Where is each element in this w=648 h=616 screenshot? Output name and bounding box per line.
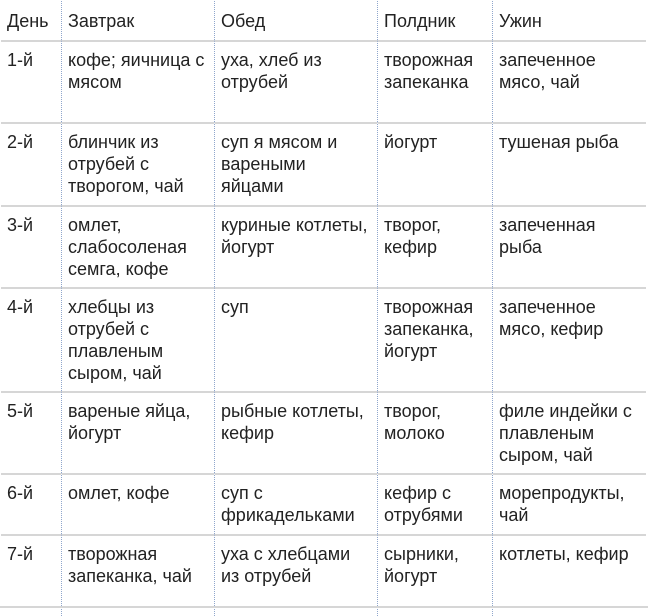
cell-day: 4-й [1,287,61,391]
cell-breakfast: омлет, слабосоленая семга, кофе [61,205,214,287]
cell-day: 2-й [1,122,61,205]
cell-dinner: морепродукты, чай [492,473,646,534]
cell-lunch: суп с фрикадельками [214,473,377,534]
table-row [1,205,646,287]
table-row [1,534,646,616]
cell-dinner: филе индейки с плавленым сыром, чай [492,391,646,473]
table-header [1,1,646,40]
cell-dinner: запеченная рыба [492,205,646,287]
cell-snack: йогурт [377,122,492,205]
cell-snack: творожная запеканка, йогурт [377,287,492,391]
cell-dinner: котлеты, кефир [492,534,646,616]
cell-dinner: тушеная рыба [492,122,646,205]
cell-day: 7-й [1,534,61,616]
cell-dinner: запеченное мясо, кефир [492,287,646,391]
cell-day: 5-й [1,391,61,473]
cell-lunch: рыбные котлеты, кефир [214,391,377,473]
header-day: День [7,11,49,31]
cell-day: 3-й [1,205,61,287]
header-snack: Полдник [377,1,492,40]
header-row [1,1,646,40]
cell-breakfast: кофе; яичница с мясом [61,40,214,122]
cell-dinner: запеченное мясо, чай [492,40,646,122]
header-breakfast: Завтрак [61,1,214,40]
cell-lunch: суп [214,287,377,391]
header-lunch: Обед [214,1,377,40]
table-row [1,473,646,534]
cell-breakfast: творожная запеканка, чай [61,534,214,616]
cell-day: 6-й [1,473,61,534]
cell-snack: кефир с отрубями [377,473,492,534]
header-dinner: Ужин [492,1,646,40]
cell-breakfast: хлебцы из отрубей с плавленым сыром, чай [61,287,214,391]
table-bottom-border [0,606,648,608]
cell-lunch: уха, хлеб из отрубей [214,40,377,122]
table-row [1,122,646,205]
weekly-menu-table [1,1,646,616]
cell-breakfast: вареные яйца, йогурт [61,391,214,473]
cell-snack: творог, кефир [377,205,492,287]
cell-breakfast: омлет, кофе [61,473,214,534]
table-row [1,287,646,391]
table-row [1,40,646,122]
cell-breakfast: блинчик из отрубей с творогом, чай [61,122,214,205]
cell-day: 1-й [1,40,61,122]
table-body [1,40,646,616]
cell-lunch: уха с хлебцами из отрубей [214,534,377,616]
cell-lunch: суп я мясом и вареными яйцами [214,122,377,205]
cell-snack: творожная запеканка [377,40,492,122]
cell-lunch: куриные котлеты, йогурт [214,205,377,287]
cell-snack: сырники, йогурт [377,534,492,616]
cell-snack: творог, молоко [377,391,492,473]
table-row [1,391,646,473]
